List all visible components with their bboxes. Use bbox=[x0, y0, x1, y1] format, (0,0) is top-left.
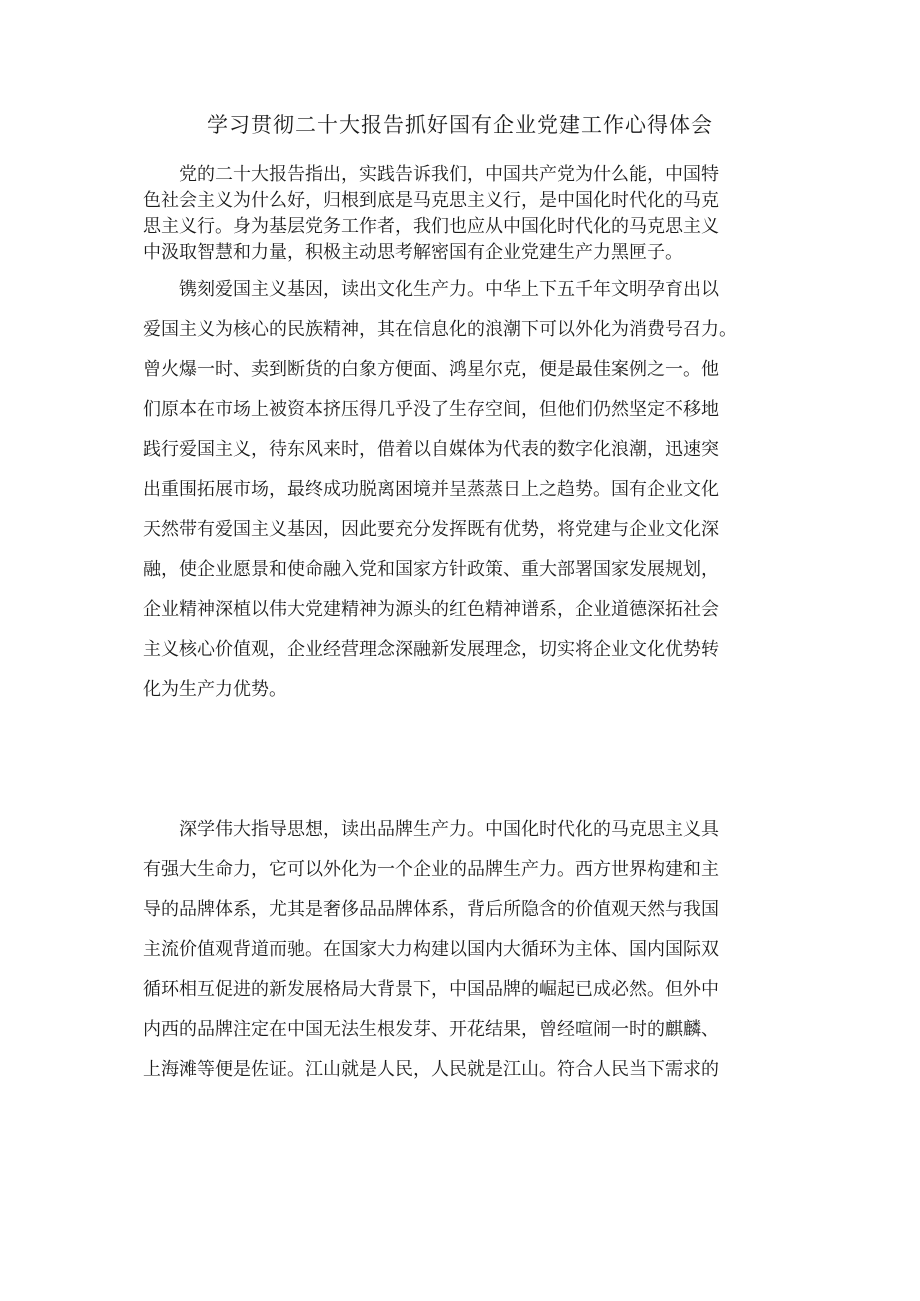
paragraph-line: 主义核心价值观，企业经营理念深融新发展理念，切实将企业文化优势转 bbox=[143, 639, 719, 660]
paragraph-line: 导的品牌体系，尤其是奢侈品品牌体系，背后所隐含的价值观天然与我国 bbox=[143, 899, 719, 920]
paragraph-line: 思主义行。身为基层党务工作者，我们也应从中国化时代化的马克思主义 bbox=[143, 216, 719, 237]
paragraph-line: 深学伟大指导思想，读出品牌生产力。中国化时代化的马克思主义具 bbox=[179, 819, 719, 840]
paragraph-line: 融，使企业愿景和使命融入党和国家方针政策、重大部署国家发展规划， bbox=[143, 559, 719, 580]
paragraph-line: 化为生产力优势。 bbox=[143, 679, 287, 700]
paragraph-line: 企业精神深植以伟大党建精神为源头的红色精神谱系，企业道德深拓社会 bbox=[143, 599, 719, 620]
paragraph-line: 循环相互促进的新发展格局大背景下，中国品牌的崛起已成必然。但外中 bbox=[143, 979, 719, 1000]
paragraph-line: 内西的品牌注定在中国无法生根发芽、开花结果，曾经喧闹一时的麒麟、 bbox=[143, 1019, 719, 1040]
paragraph-line: 党的二十大报告指出，实践告诉我们，中国共产党为什么能，中国特 bbox=[179, 164, 719, 185]
paragraph-line: 出重围拓展市场，最终成功脱离困境并呈蒸蒸日上之趋势。国有企业文化 bbox=[143, 479, 719, 500]
paragraph-line: 中汲取智慧和力量，积极主动思考解密国有企业党建生产力黑匣子。 bbox=[143, 242, 683, 263]
paragraph-line: 镌刻爱国主义基因，读出文化生产力。中华上下五千年文明孕育出以 bbox=[179, 279, 719, 300]
document-title: 学习贯彻二十大报告抓好国有企业党建工作心得体会 bbox=[207, 113, 713, 137]
paragraph-line: 爱国主义为核心的民族精神，其在信息化的浪潮下可以外化为消费号召力。 bbox=[143, 319, 737, 340]
paragraph-brand bbox=[143, 810, 783, 1090]
paragraph-line: 有强大生命力，它可以外化为一个企业的品牌生产力。西方世界构建和主 bbox=[143, 859, 719, 880]
paragraph-line: 践行爱国主义，待东风来时，借着以自媒体为代表的数字化浪潮，迅速突 bbox=[143, 439, 719, 460]
paragraph-line: 天然带有爱国主义基因，因此要充分发挥既有优势，将党建与企业文化深 bbox=[143, 519, 719, 540]
paragraph-line: 主流价值观背道而驰。在国家大力构建以国内大循环为主体、国内国际双 bbox=[143, 939, 719, 960]
paragraph-intro bbox=[143, 162, 783, 266]
paragraph-culture bbox=[143, 270, 783, 710]
paragraph-line: 上海滩等便是佐证。江山就是人民，人民就是江山。符合人民当下需求的 bbox=[143, 1059, 719, 1080]
paragraph-line: 色社会主义为什么好，归根到底是马克思主义行，是中国化时代化的马克 bbox=[143, 190, 719, 211]
paragraph-line: 们原本在市场上被资本挤压得几乎没了生存空间，但他们仍然坚定不移地 bbox=[143, 399, 719, 420]
paragraph-line: 曾火爆一时、卖到断货的白象方便面、鸿星尔克，便是最佳案例之一。他 bbox=[143, 359, 719, 380]
